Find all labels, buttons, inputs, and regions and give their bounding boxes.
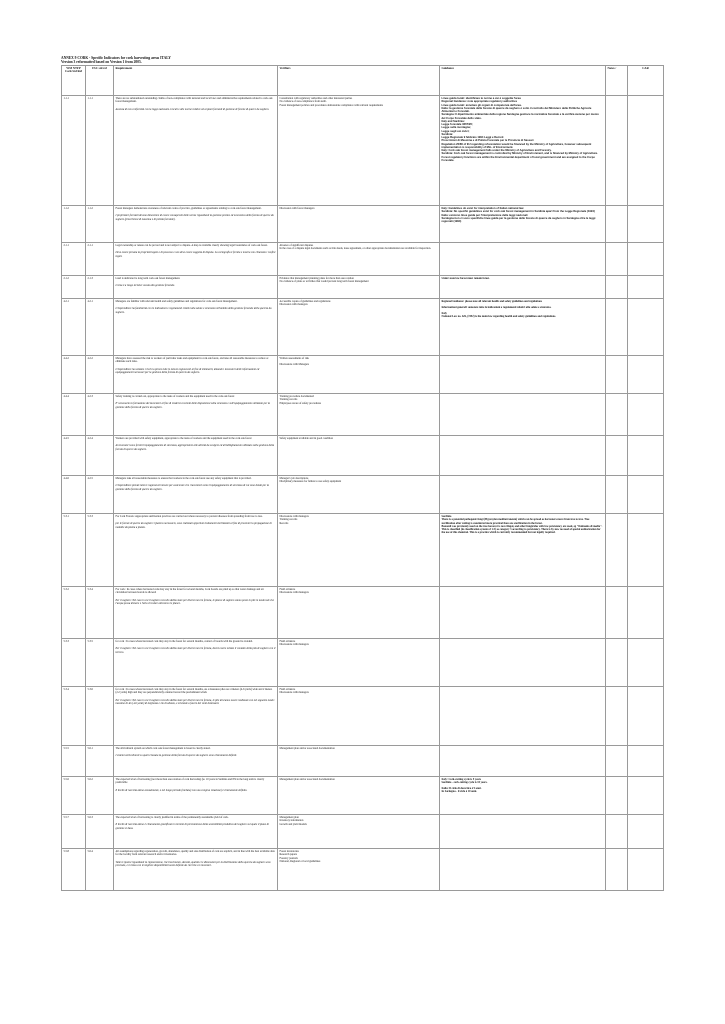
fsc-ref-cell: 5.6.2 (86, 777, 114, 815)
guidance-cell (440, 276, 606, 299)
verifiers-cell (278, 746, 440, 777)
wm-ref-cell: 2.1.1 (62, 243, 86, 276)
car-cell (628, 687, 664, 746)
guidance-item: Bonomil was previously used on the tree however is now illegal, and other fungicides with low persistency are used, eg "Dalmanio di media". This is classified (in classification system of 1-5) as category 3 according to persistency. There is by now no need of special authorization for the use of this chemical. This is a practice which is currently recommended but not legally required. (441, 524, 603, 535)
wm-ref-cell: 4.4.2 (62, 356, 86, 394)
requirement-italian-text: Assenza di non conformità con la legge nazionale e locali e alle norme relative ed ai piani forestali di gestione di foreste di querce da sughero. (115, 107, 270, 111)
column-header-fsc: FSC std ref (86, 66, 114, 96)
verifier-item: Discussion with forest managers (279, 207, 315, 210)
fsc-ref-cell: 4.2.1 (86, 299, 114, 356)
wm-ref-cell: 5.3.4 (62, 687, 86, 746)
verifier-item: Forest inventories (279, 850, 299, 853)
verifier-item: Training records (279, 518, 298, 522)
guidance-cell (440, 587, 606, 639)
notes-cell (606, 777, 628, 815)
requirement-italian-text: per le foreste di querce da sughero: Qualora necessario, sono realizzati opportuni trattamenti sterilizzanti al fine di prevenire la propagazione di malattie da pianta a pianta. (115, 522, 272, 529)
verifier-item: Disciplinary measures for failure to use safety equipment (279, 480, 342, 484)
car-cell (628, 436, 664, 476)
verifier-item: Accessible copies of guidelines and regulations (279, 300, 331, 303)
column-header-verifiers: Verifiers (278, 66, 440, 96)
verifiers-cell (278, 849, 440, 891)
guidance-item: Prescrizioni di Massima e di Polizia Forestale per le Provincie di Sassari (441, 139, 534, 143)
car-cell (628, 514, 664, 587)
guidance-item: National Law no. 626, (1992) is the main law regarding health and safety guidelines and regulations. (441, 314, 556, 318)
guidance-item: Italia: la gestione forestale delle foreste di querce da sughero è sotto il controllo del Ministero delle Politiche Agricole Alimentari e Forestali. (441, 106, 592, 113)
notes-cell (606, 587, 628, 639)
fsc-ref-cell: 2.1.3 (86, 276, 114, 299)
guidance-item: In Sardegna - il ciclo è 10 anni. (441, 790, 477, 794)
wm-ref-cell: 4.2.1 (62, 299, 86, 356)
verifier-item: In the case of a dispute legal documents such as title deeds, lease agreement, or other appropriate documentation are available for inspection. (279, 247, 431, 251)
guidance-item: There is a potential pathogenic fungi (Hypoxylon mediterraneum) which can be spread as harvesters move from tree to tree. Tree sterilization after cutting is considered more practical than axe sterilization in the forest. (441, 518, 590, 525)
guidance-item: Italy: Cork oak forest management falls under the Ministry of Agriculture and Forestry. (441, 149, 552, 152)
fsc-ref-cell: 5.3.3 (86, 514, 114, 587)
verifier-item: Absence of significant disputes (279, 244, 314, 247)
requirement-cell (114, 849, 278, 891)
car-cell (628, 639, 664, 687)
car-cell (628, 299, 664, 356)
notes-cell (606, 356, 628, 394)
fsc-ref-cell: 4.2.3 (86, 394, 114, 436)
fsc-ref-cell: 5.6.1 (86, 746, 114, 777)
guidance-item: Sardinia: No specific guidelines exist for cork oak forest management in Sardinia apart from the Legge Regionale (1994) (441, 210, 595, 214)
verifier-item: Research papers (279, 853, 298, 857)
requirement-italian-text: L'imprenditore prende tutte le ragionevoli misure per assicurare che i lavoratori usino l'equipaggiamento di sicurezza di cui sono dotati per la gestione della foresta di querce da sughero. (115, 484, 269, 491)
requirement-italian-text: Il livello di raccolta atteso annualmente, e nel lungo periodo (turbata) con una congrua rotazione) è chiaramente definito. (115, 788, 248, 792)
notes-cell (606, 639, 628, 687)
verifier-item: Management plan and/or associated documentation (279, 778, 335, 781)
requirement-cell (114, 476, 278, 514)
notes-cell (606, 394, 628, 436)
verifiers-cell (278, 394, 440, 436)
guidance-item: Under state law forest must remain forest. (441, 277, 490, 280)
indicator-table (61, 65, 664, 891)
notes-cell (606, 276, 628, 299)
column-header-car: CAR (628, 66, 664, 96)
wm-ref-cell: 5.3.2 (62, 587, 86, 639)
fsc-ref-cell: 5.3.6 (86, 687, 114, 746)
table-header-row (62, 66, 664, 96)
guidance-cell (440, 777, 606, 815)
table-row (62, 687, 664, 746)
requirement-text: for cork : In cases where harvested cork may stay in the forest for several months, As a measurea piles are 4 meters (4-6 yards) wide and 2 meters (2.2 yards) high and they are perpendicularly oriented toward the predominant winds (115, 688, 273, 695)
guidance-item: Sardinia - cork-cutting cycle is 10 years. (441, 781, 488, 785)
header-line-2: Version 3 reformatted based on Version 1 from 2005. (61, 60, 142, 65)
column-header-wm: WM NTFP Cork Std Ref (62, 66, 86, 96)
requirement-italian-text: L'imprenditore ha valutato i rischi a priora tutte le misure ragionevoli al fine di eliminarli, dotando i lavoratori delle informazioni ed equipaggiamenti necessari per la gestione della foresta di quercia da sughero. (115, 367, 260, 374)
car-cell (628, 356, 664, 394)
verifier-item: Discussions with managers (279, 691, 309, 695)
guidance-cell (440, 394, 606, 436)
verifier-item: Discussion with managers (279, 303, 308, 307)
requirement-italian-text: L'area è a lungo termine vocata alla gestione forestale. (115, 284, 175, 288)
table-row (62, 587, 664, 639)
verifier-item: Training procedure documented (279, 395, 314, 398)
car-cell (628, 243, 664, 276)
verifier-item: Training records (279, 398, 298, 402)
verifiers-cell (278, 243, 440, 276)
requirement-cell (114, 746, 278, 777)
verifier-item: Evidence that management planning plans for more than one rotation (279, 277, 354, 280)
wm-ref-cell: 5.5.6 (62, 777, 86, 815)
requirement-italian-text: Il livello di raccolta atteso è chiaramente giustificato in termini di previsionione della sostenibilità produttiva del sughero sul quale il piano di gestione si basa. (115, 823, 269, 830)
notes-cell (606, 815, 628, 849)
guidance-cell (440, 96, 606, 206)
verifier-item: Records (279, 521, 289, 525)
verifiers-cell (278, 639, 440, 687)
requirement-cell (114, 514, 278, 587)
guidance-item: Linee guida locali: identificare le norme a cui è soggetta l'area (441, 97, 521, 100)
requirement-cell (114, 777, 278, 815)
notes-cell (606, 206, 628, 243)
guidance-cell (440, 436, 606, 476)
fsc-ref-cell: 4.2.4 (86, 436, 114, 476)
verifier-item: Employees aware of safety procedures (279, 401, 321, 405)
fsc-ref-cell: 5.3.4 (86, 587, 114, 639)
column-header-requirement: Requirement (114, 66, 278, 96)
table-row (62, 514, 664, 587)
wm-ref-cell: 4.4.6 (62, 476, 86, 514)
guidance-cell (440, 299, 606, 356)
fsc-ref-cell: 4.2.5 (86, 476, 114, 514)
guidance-item: Regional Guidance: note appropriate regulatory authorities (441, 100, 518, 104)
requirement-cell (114, 687, 278, 746)
requirement-text: for cork : In cases where harvested cork may stay in the forest for several months, contact of boards with the ground is avoided. (115, 640, 253, 643)
verifier-item: No evidence of non-compliance from audit. (279, 100, 327, 104)
guidance-cell (440, 476, 606, 514)
guidance-item: Italia: esistono linee guida per l'interpretazione delle leggi nazionali (441, 213, 528, 217)
guidance-cell (440, 243, 606, 276)
table-row (62, 96, 664, 206)
notes-cell (606, 96, 628, 206)
fsc-ref-cell: 5.6.4 (86, 849, 114, 891)
guidance-item: Italy: Cork-cutting cycle is 9 years (441, 778, 481, 781)
guidance-item: Sardegna: Il dipartimento ambientale della regione Sardegna gestisce la normativa forestale e la verifica avviene per mezzo del Corpo Forestale dello stato. (441, 113, 599, 120)
verifier-item: Discussions with Managers (279, 362, 310, 366)
notes-cell (606, 746, 628, 777)
guidance-cell (440, 206, 606, 243)
verifier-item: Forestry journals (279, 856, 298, 860)
requirement-italian-text: Deve essere provata la proprietà legale o di possesso e non deve essere soggetta di disputa. La cartografia è fornita e mostra con chiarezza i confini legali. (115, 251, 276, 258)
fsc-ref-cell: 5.6.3 (86, 815, 114, 849)
notes-cell (606, 299, 628, 356)
fsc-ref-cell: 5.3.5 (86, 639, 114, 687)
table-row (62, 356, 664, 394)
guidance-cell (440, 815, 606, 849)
verifiers-cell (278, 514, 440, 587)
car-cell (628, 476, 664, 514)
verifier-item: Manager's job descriptions (279, 477, 309, 480)
document-header (61, 56, 661, 65)
requirement-cell (114, 96, 278, 206)
verifiers-cell (278, 206, 440, 243)
verifier-item: Field evidence (279, 588, 296, 591)
requirement-text: For cork : In cases where harvested cork may stay in the forest for several months, Cork boards are piled up so that water drainage and air circulation between boards is allowed (115, 588, 264, 595)
guidance-item: Italia: Il ciclo di decortica è 9 anni. (441, 787, 482, 790)
requirement-italian-text: Per il sughero: Nel caso in cui il sughero raccolto debba stare per diversi mesi in foresta, dovrà essere evitato il contatto della pila di sughero con il terreno. (115, 647, 276, 654)
table-row (62, 639, 664, 687)
car-cell (628, 746, 664, 777)
requirement-text: Legal ownership or tenure can be proved and is not subject to dispute. A map is available clearly showing legal boundaries of cork oak forest. (115, 244, 268, 247)
header-line-1: ANNEX 9 CORK - Specific Indicators for cork harvesting areas ITALY (61, 56, 171, 60)
verifier-item: National, Regional or local guidelines (279, 859, 321, 863)
wm-ref-cell: 1.1.1 (62, 96, 86, 206)
requirement-text: Managers have assessed the risk to workers of particular tasks and equipment in cork oak forest, and take all reasonable measures to reduce or eliminate such risks. (115, 357, 269, 364)
requirement-italian-text: I sistemi selvicolturali su quali è basata la gestione della foresta di querce da sughero sono chiaramente definiti. (115, 754, 237, 758)
wm-ref-cell: 4.4.4 (62, 394, 86, 436)
requirement-italian-text: I proprietari forestali devono dimostrare di essere consapevoli delle norme riguardanti la gestione pratica ed economica della foresta di querce da sughero (prescrizioni di massima e di polizia forestale). (115, 214, 274, 221)
requirement-text: The silvicultural system on which cork oak forest management is based is clearly stated. (115, 747, 211, 750)
table-row (62, 476, 664, 514)
requirement-cell (114, 356, 278, 394)
verifier-item: Growth and yield models (279, 822, 307, 826)
verifier-item: Field evidence (279, 688, 296, 691)
guidance-cell (440, 639, 606, 687)
table-body (62, 96, 664, 891)
requirement-italian-text: Tutte le ipotesi riguardanti la rigenerazione, l'accrescimento, densità, qualità e le dimensioni per la distribuzione della quercia da sughero sono precisate, e in linea con le migliore disponibilità locale definite da ricerche e/o inventari. (115, 860, 271, 867)
verifier-item: Discussions with managers (279, 591, 309, 595)
verifier-item: Written assessments of risk (279, 357, 309, 360)
notes-cell (606, 243, 628, 276)
fsc-ref-cell: 2.1.1 (86, 243, 114, 276)
verifiers-cell (278, 815, 440, 849)
table-row (62, 394, 664, 436)
fsc-ref-cell: 1.1.2 (86, 206, 114, 243)
requirement-text: Safety training is carried out, appropriate to the tasks of workers and the equipment used in the cork oak forest (115, 395, 235, 398)
requirement-text: For Cork Forests: Appropriate sterilisation practices are carried out where necessary to prevent diseases from spreading from tree to tree. (115, 515, 263, 518)
table-row (62, 276, 664, 299)
table-row (62, 746, 664, 777)
guidance-item: Sardinia: Cork oak forest management is controlled by Ministry of Environment, and is financed by Ministry of Agriculture. Forest regulatory functions are within the Environmental department of local government and are assigned to the Corpo Forestale. (441, 152, 598, 162)
requirement-cell (114, 436, 278, 476)
guidance-item: Informazioni generali: annotare tutte le indicazioni e regolamenti relativi alla salute e sicurezza. (441, 305, 552, 309)
verifier-item: Field evidence (279, 640, 296, 643)
requirement-italian-text: E' necessario la formazione dei lavoratori al fine di rendersi coscienti delle disposizioni sulla sicurezza e sull'equipaggiamento utilizzato per la gestione della foresta di querce da sughero. (115, 402, 270, 409)
verifier-item: Safety equipment available and in good condition (279, 437, 333, 440)
table-row (62, 777, 664, 815)
table-row (62, 206, 664, 243)
requirement-text: All assumptions regarding regeneration, growth, abundance, quality and size distribution of cork are explicit, and in line with the best available data for the locality from relevant research and/or inventories. (115, 850, 275, 857)
wm-ref-cell: 2.1.2 (62, 276, 86, 299)
table-row (62, 815, 664, 849)
requirement-text: Forest managers demonstrate awareness of relevant codes of practice, guidelines or agreements relating to cork oak forest management. (115, 207, 262, 210)
verifier-item: No evidence of plans or activities that would prevent long term forest management (279, 280, 369, 284)
requirement-text: Workers are provided with safety equipment, appropriate to the tasks of workers and the equipment used in the cork oak forest (115, 437, 252, 440)
guidance-item: Regional Guidance: please note all relevant health and safety guidelines and regulations (441, 300, 542, 303)
wm-ref-cell: 5.3.3 (62, 639, 86, 687)
car-cell (628, 777, 664, 815)
wm-ref-cell: 4.4.5 (62, 436, 86, 476)
column-header-notes: Notes / (606, 66, 628, 96)
requirement-cell (114, 243, 278, 276)
wm-ref-cell: 5.3.1 (62, 514, 86, 587)
car-cell (628, 815, 664, 849)
car-cell (628, 206, 664, 243)
fsc-ref-cell: 4.2.2 (86, 356, 114, 394)
notes-cell (606, 514, 628, 587)
verifiers-cell (278, 777, 440, 815)
wm-ref-cell: 1.1.2 (62, 206, 86, 243)
verifier-item: Discussions with managers (279, 515, 309, 518)
requirement-cell (114, 639, 278, 687)
requirement-text: Managers take all reasonable measures to ensure that workers in the cork oak forest use any safety equipment that is provided. (115, 477, 252, 480)
car-cell (628, 276, 664, 299)
requirement-cell (114, 587, 278, 639)
requirement-text: The expected level of harvesting is clearly justified in terms of the permanently sustainable yield of cork. (115, 816, 229, 819)
table-row (62, 436, 664, 476)
verifiers-cell (278, 436, 440, 476)
wm-ref-cell: 5.5.7 (62, 815, 86, 849)
verifiers-cell (278, 476, 440, 514)
requirement-text: Land is dedicated to long term cork oak forest management. (115, 277, 181, 280)
requirement-cell (114, 299, 278, 356)
fsc-ref-cell: 1.1.1 (86, 96, 114, 206)
guidance-item: Regulation 20/80 of EU regarding reforestation would be financed by the Ministry of Agriculture, however subsequent implementation is responsibility of Min. of Environment. (441, 142, 592, 149)
requirement-cell (114, 815, 278, 849)
notes-cell (606, 436, 628, 476)
verifier-item: Management plan (279, 816, 299, 819)
verifiers-cell (278, 299, 440, 356)
wm-ref-cell: 5.5.8 (62, 849, 86, 891)
wm-ref-cell: 5.5.5 (62, 746, 86, 777)
guidance-item: Italy: Guidelines do exist for interpretation of Italian national law (441, 207, 524, 210)
requirement-text: There are no substantiated outstanding claims of non-compliance with national and local laws and administrative requirements related to cork oak forest management. (115, 97, 273, 104)
table-row (62, 243, 664, 276)
requirement-cell (114, 206, 278, 243)
guidance-item: Legge sugli usi civici; (441, 129, 470, 133)
verifiers-cell (278, 96, 440, 206)
requirement-cell (114, 276, 278, 299)
notes-cell (606, 687, 628, 746)
guidance-cell (440, 514, 606, 587)
car-cell (628, 587, 664, 639)
guidance-cell (440, 356, 606, 394)
notes-cell (606, 476, 628, 514)
column-header-guidance: Guidance (440, 66, 606, 96)
requirement-italian-text: Per il sughero: Nel caso in cui il sughero raccolto debba stare per diversi mesi in foresta, le pile dovranno essere realizzate con nel seguente modo: massimo di 4m (4-6 yards) di larghezza e 2m di altezza, e orientate a favore dei venti dominanti. (115, 698, 275, 705)
table-row (62, 299, 664, 356)
guidance-cell (440, 849, 606, 891)
guidance-item: Legge forestale 3267/26; (441, 123, 473, 126)
guidance-item: Sardinia (441, 515, 452, 518)
verifiers-cell (278, 356, 440, 394)
requirement-text: Managers are familiar with relevant health and safety guidelines and regulations for cork oak forest management. (115, 300, 238, 303)
notes-cell (606, 849, 628, 891)
verifier-item: Consultation with regulatory authorities and other interested parties (279, 97, 353, 100)
guidance-item: Legge sulla montagna; (441, 126, 471, 130)
requirement-italian-text: Per il sughero: Nel caso in cui il sughero raccolto debba stare per diversi mesi in foresta, le plance di sughero vanno poste in pile in modo tale che l'acqua possa drenare e l'aria circolare attraverso le plance. (115, 598, 274, 605)
car-cell (628, 394, 664, 436)
verifier-item: Inventory information (279, 819, 304, 823)
guidance-item: Italy (441, 311, 447, 315)
guidance-item: Italy and Sardinia: (441, 119, 465, 123)
verifiers-cell (278, 687, 440, 746)
requirement-italian-text: L'imprenditore ha familiarità con le indicazioni e regolamenti relativi alla salute e sicurezza nell'ambito della gestione forestale della quercia da sughero. (115, 307, 272, 314)
car-cell (628, 96, 664, 206)
verifiers-cell (278, 276, 440, 299)
verifiers-cell (278, 587, 440, 639)
verifier-item: Discussions with managers (279, 643, 309, 647)
guidance-item: Linee guida locali: annotare gli organi di competenza dell'area. (441, 103, 522, 107)
guidance-cell (440, 746, 606, 777)
guidance-item: Legge Regionale 9 febbraio 1994 Leggi e Decreti (441, 136, 504, 139)
requirement-cell (114, 394, 278, 436)
verifier-item: Management plan and/or associated documentation (279, 747, 335, 750)
requirement-text: The expected level of harvesting (nor more than one rotation of cork harvesting (ie. 10 years in Sardinia and 8/9 in the long term is clearly predictable (115, 778, 265, 785)
requirement-italian-text: Ai lavoratori sono forniti l'equipaggiamento di sicurezza, appropriatore alle attività da svolgere ed all'abbigliamento utilizzato nella gestione della foresta di querce da sughero. (115, 444, 275, 451)
guidance-item: Sardegna:non ci sono specifiche linee guida per la gestione delle foreste di querce da sughero in Sardegna oltre le leggi regionali (1994) (441, 216, 596, 223)
car-cell (628, 849, 664, 891)
guidance-item: Sardinia: (441, 132, 453, 136)
table-row (62, 849, 664, 891)
verifier-item: Forest management policies and procedures demonstrate compliance with relevant requirements (279, 103, 384, 107)
guidance-cell (440, 687, 606, 746)
